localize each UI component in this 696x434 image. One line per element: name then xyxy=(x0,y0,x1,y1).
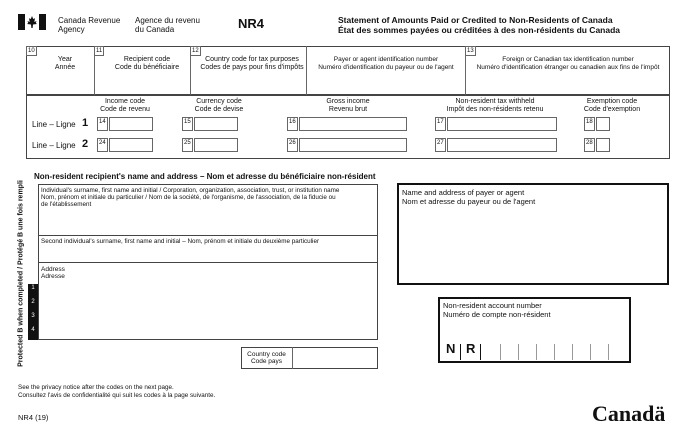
income-code-input[interactable] xyxy=(109,117,153,131)
currency-code-input[interactable] xyxy=(194,117,238,131)
country-code-tax-label: Country code for tax purposes Codes de pays pour fins d'impôts xyxy=(200,56,304,71)
account-prefix-letter: R xyxy=(466,341,476,356)
address-line-number: 3 xyxy=(31,313,35,319)
form-title-fr: État des sommes payées ou créditées à des non-résidents du Canada xyxy=(338,25,621,35)
agency-name-en: Canada Revenue Agency xyxy=(58,16,121,34)
recipient-name-label: Individual's surname, first name and initial / Corporation, organization, association, trust, or institution name Nom, prénom et initiale du particulier / Nom de la société, de l'organisme, de l'association, de la fiducie ou de l'établissement xyxy=(41,187,340,208)
year-label: Year Année xyxy=(54,56,76,71)
protected-b-label: Protected B when completed / Protégé B une fois rempli xyxy=(17,180,25,367)
tax-withheld-header: Non-resident tax withheld Impôt des non-résidents retenu xyxy=(446,98,544,113)
privacy-notice: See the privacy notice after the codes on the next page. Consultez l'avis de confidentialité qui suit les codes à la page suivante. xyxy=(18,384,216,399)
country-code-label: Country code Code pays xyxy=(247,351,286,365)
box-number: 17 xyxy=(435,117,446,131)
form-version: NR4 (19) xyxy=(18,413,49,422)
box-number: 25 xyxy=(182,138,193,152)
address-label: Address Adresse xyxy=(41,266,65,280)
income-code-header: Income code Code de revenu xyxy=(100,98,150,113)
income-code-input[interactable] xyxy=(109,138,153,152)
box-number: 12 xyxy=(192,48,199,54)
form-code: NR4 xyxy=(238,16,265,31)
recipient-code-label: Recipient code Code du bénéficiaire xyxy=(114,56,180,71)
box-number: 14 xyxy=(97,117,108,131)
box-number: 27 xyxy=(435,138,446,152)
form-title-en: Statement of Amounts Paid or Credited to Non-Residents of Canada xyxy=(338,15,613,25)
box-number: 26 xyxy=(287,138,298,152)
tax-withheld-input[interactable] xyxy=(447,117,557,131)
address-line-number: 2 xyxy=(31,299,35,305)
recipient-heading: Non-resident recipient's name and address – Nom et adresse du bénéficiaire non-résident xyxy=(34,172,376,181)
box-number: 24 xyxy=(97,138,108,152)
payer-id-label: Payer or agent identification number Numéro d'identification du payeur ou de l'agent xyxy=(318,56,454,71)
exemption-code-header: Exemption code Code d'exemption xyxy=(583,98,641,113)
box-number: 28 xyxy=(584,138,595,152)
gross-income-input[interactable] xyxy=(299,117,407,131)
box-number: 13 xyxy=(467,48,474,54)
box-number: 16 xyxy=(287,117,298,131)
account-prefix-letter: N xyxy=(446,341,456,356)
payer-address-label: Name and address of payer or agent Nom et adresse du payeur ou de l'agent xyxy=(402,188,536,206)
currency-code-header: Currency code Code de devise xyxy=(194,98,244,113)
second-individual-label: Second individual's surname, first name and initial – Nom, prénom et initiale du deuxième particulier xyxy=(41,238,320,245)
exemption-code-input[interactable] xyxy=(596,117,610,131)
agency-name-fr: Agence du revenu du Canada xyxy=(135,16,200,34)
exemption-code-input[interactable] xyxy=(596,138,610,152)
address-line-number: 1 xyxy=(31,285,35,291)
line-label: Line – Ligne xyxy=(32,141,76,150)
gross-income-input[interactable] xyxy=(299,138,407,152)
box-number: 15 xyxy=(182,117,193,131)
gross-income-header: Gross income Revenu brut xyxy=(326,98,370,113)
canada-flag-icon xyxy=(18,14,46,30)
canada-wordmark-logo: Canadä xyxy=(592,401,666,426)
account-number-label: Non-resident account number Numéro de compte non-résident xyxy=(443,301,551,319)
line-number: 1 xyxy=(82,117,89,129)
box-number: 11 xyxy=(96,48,103,54)
box-number: 10 xyxy=(28,48,35,54)
currency-code-input[interactable] xyxy=(194,138,238,152)
account-number-input[interactable] xyxy=(442,340,628,360)
address-field[interactable] xyxy=(38,262,378,340)
address-line-number: 4 xyxy=(31,327,35,333)
foreign-tax-id-label: Foreign or Canadian tax identification number Numéro d'identification étranger ou canadien aux fins de l'impôt xyxy=(476,56,660,71)
tax-withheld-input[interactable] xyxy=(447,138,557,152)
line-number: 2 xyxy=(82,138,89,150)
line-label: Line – Ligne xyxy=(32,120,76,129)
box-number: 18 xyxy=(584,117,595,131)
